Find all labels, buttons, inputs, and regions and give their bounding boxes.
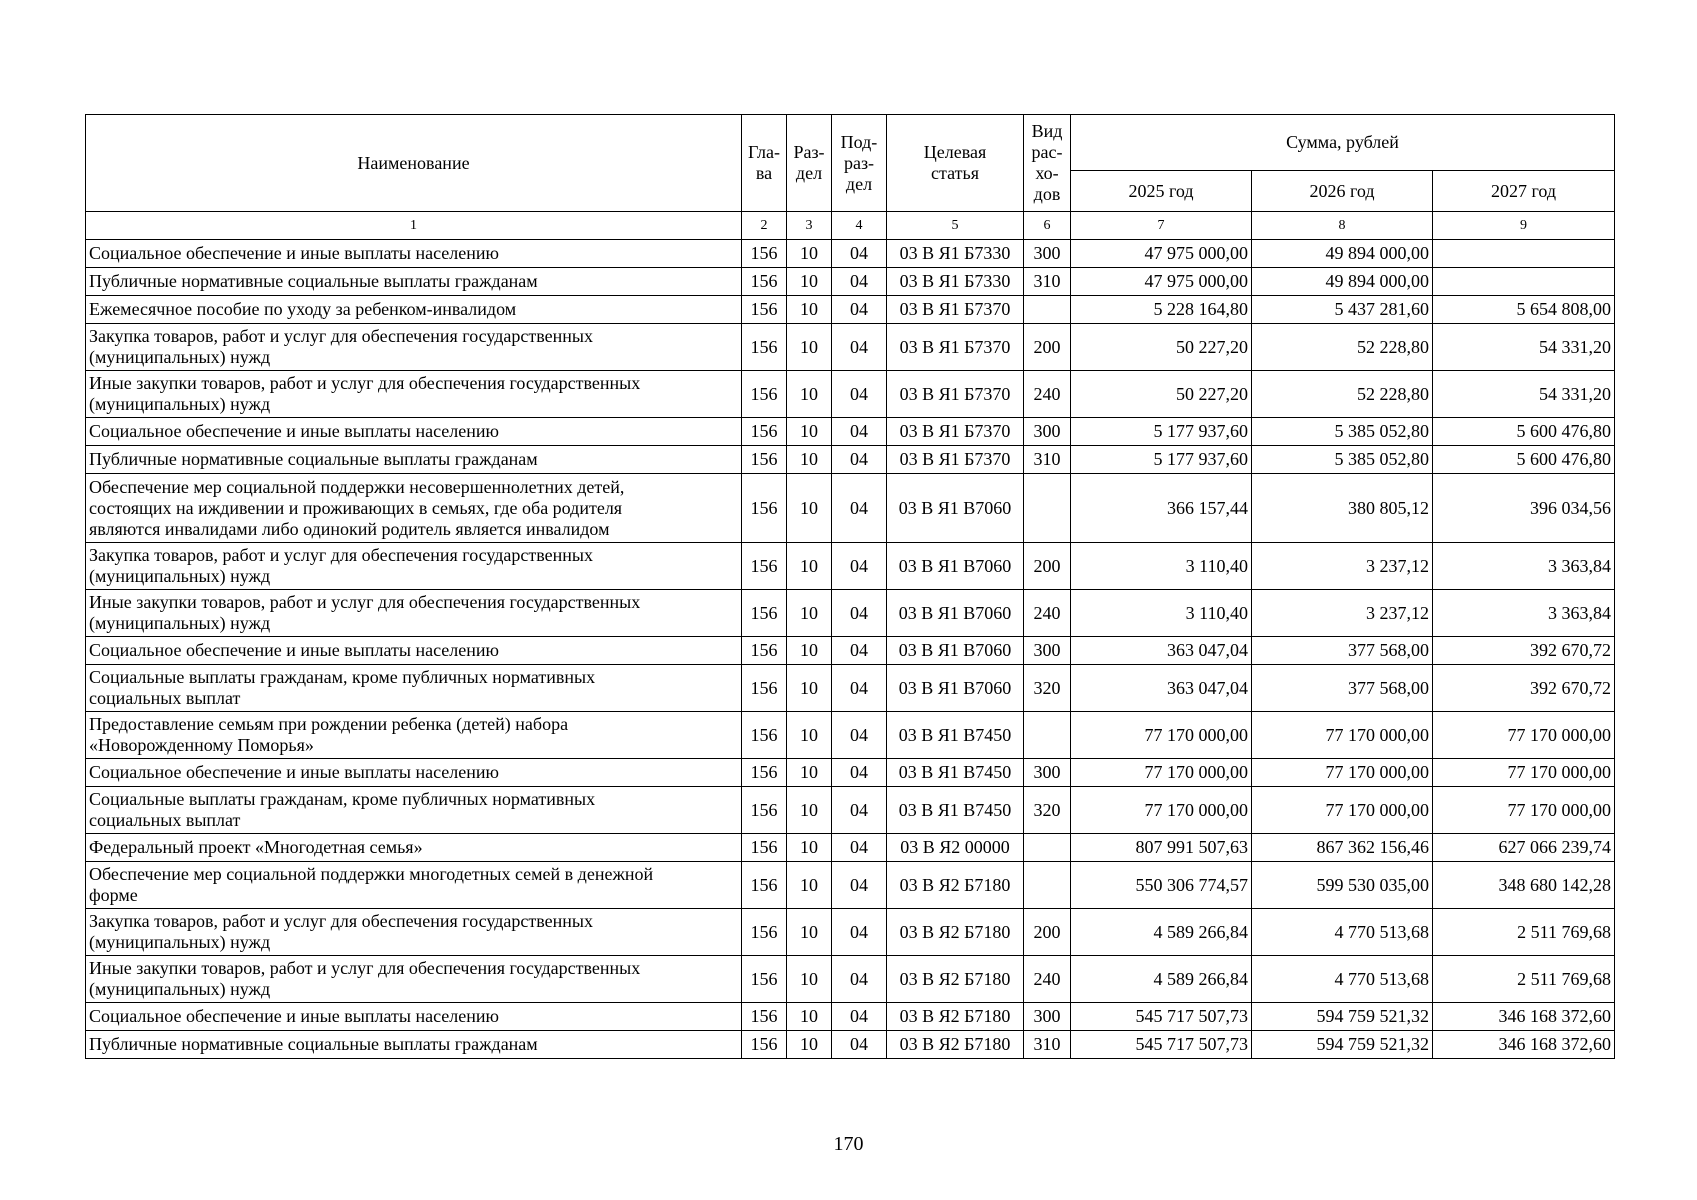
row-sum-2027: 396 034,56: [1433, 474, 1615, 543]
row-sum-2027: 2 511 769,68: [1433, 909, 1615, 956]
row-name: Федеральный проект «Многодетная семья»: [86, 834, 742, 862]
row-sum-2026: 867 362 156,46: [1252, 834, 1433, 862]
text-line: социальных выплат: [89, 810, 241, 830]
row-podrazdel: 04: [832, 665, 887, 712]
column-index: 7: [1071, 212, 1252, 240]
row-sum-2026: 4 770 513,68: [1252, 909, 1433, 956]
row-celevaya-statya: 03 В Я2 Б7180: [887, 956, 1024, 1003]
row-sum-2027: 3 363,84: [1433, 590, 1615, 637]
text-line: Социальные выплаты гражданам, кроме публичных нормативных: [89, 789, 596, 809]
row-glava: 156: [742, 637, 787, 665]
table-row: [86, 324, 1615, 371]
row-celevaya-statya: 03 В Я1 В7060: [887, 543, 1024, 590]
text-line: рас-: [1031, 142, 1063, 162]
row-vid-rashodov: 300: [1024, 759, 1071, 787]
row-vid-rashodov: 300: [1024, 418, 1071, 446]
row-podrazdel: 04: [832, 268, 887, 296]
row-glava: 156: [742, 324, 787, 371]
row-glava: 156: [742, 956, 787, 1003]
row-sum-2027: 54 331,20: [1433, 371, 1615, 418]
row-sum-2026: 594 759 521,32: [1252, 1031, 1433, 1059]
header-razdel: [787, 115, 832, 212]
table-row: [86, 712, 1615, 759]
row-sum-2026: 5 437 281,60: [1252, 296, 1433, 324]
row-podrazdel: 04: [832, 371, 887, 418]
table-row: [86, 371, 1615, 418]
header-celevaya: [887, 115, 1024, 212]
row-sum-2026: 5 385 052,80: [1252, 446, 1433, 474]
row-sum-2027: [1433, 240, 1615, 268]
text-line: Иные закупки товаров, работ и услуг для обеспечения государственных: [89, 958, 641, 978]
row-name: Социальное обеспечение и иные выплаты населению: [86, 759, 742, 787]
row-sum-2026: 3 237,12: [1252, 543, 1433, 590]
row-podrazdel: 04: [832, 418, 887, 446]
row-sum-2025: 77 170 000,00: [1071, 759, 1252, 787]
row-sum-2025: 363 047,04: [1071, 665, 1252, 712]
row-glava: 156: [742, 240, 787, 268]
row-razdel: 10: [787, 665, 832, 712]
row-razdel: 10: [787, 371, 832, 418]
text-line: статья: [931, 163, 979, 183]
row-glava: 156: [742, 909, 787, 956]
row-sum-2025: 4 589 266,84: [1071, 909, 1252, 956]
header-podrazdel-text: [835, 132, 883, 195]
row-celevaya-statya: 03 В Я1 В7060: [887, 590, 1024, 637]
row-glava: 156: [742, 543, 787, 590]
row-vid-rashodov: 300: [1024, 637, 1071, 665]
row-sum-2026: 377 568,00: [1252, 665, 1433, 712]
row-glava: 156: [742, 665, 787, 712]
row-razdel: 10: [787, 1031, 832, 1059]
table-row: [86, 862, 1615, 909]
table-row: [86, 834, 1615, 862]
row-celevaya-statya: 03 В Я1 Б7370: [887, 418, 1024, 446]
row-name: [86, 324, 742, 371]
row-vid-rashodov: 200: [1024, 543, 1071, 590]
row-celevaya-statya: 03 В Я1 В7060: [887, 665, 1024, 712]
text-line: (муниципальных) нужд: [89, 566, 271, 586]
text-line: состоящих на иждивении и проживающих в семьях, где оба родителя: [89, 497, 623, 518]
text-line: Обеспечение мер социальной поддержки несовершеннолетних детей,: [89, 476, 625, 497]
table-row: [86, 268, 1615, 296]
column-index: 2: [742, 212, 787, 240]
row-sum-2025: 5 177 937,60: [1071, 446, 1252, 474]
row-sum-2026: 380 805,12: [1252, 474, 1433, 543]
row-sum-2025: 47 975 000,00: [1071, 268, 1252, 296]
text-line: «Новорожденному Поморья»: [89, 735, 314, 755]
row-sum-2026: 377 568,00: [1252, 637, 1433, 665]
row-sum-2026: 594 759 521,32: [1252, 1003, 1433, 1031]
row-razdel: 10: [787, 296, 832, 324]
row-vid-rashodov: [1024, 474, 1071, 543]
text-line: дов: [1033, 184, 1061, 204]
row-celevaya-statya: 03 В Я2 Б7180: [887, 909, 1024, 956]
row-vid-rashodov: [1024, 834, 1071, 862]
row-celevaya-statya: 03 В Я1 В7060: [887, 474, 1024, 543]
budget-table: [85, 114, 1615, 1059]
row-name: [86, 956, 742, 1003]
row-razdel: 10: [787, 324, 832, 371]
row-podrazdel: 04: [832, 446, 887, 474]
text-line: (муниципальных) нужд: [89, 394, 271, 414]
row-glava: 156: [742, 474, 787, 543]
row-sum-2026: 3 237,12: [1252, 590, 1433, 637]
text-line: Закупка товаров, работ и услуг для обеспечения государственных: [89, 545, 594, 565]
row-sum-2025: 3 110,40: [1071, 590, 1252, 637]
row-name: [86, 909, 742, 956]
column-index: 9: [1433, 212, 1615, 240]
row-razdel: 10: [787, 268, 832, 296]
row-name: [86, 371, 742, 418]
row-glava: 156: [742, 787, 787, 834]
row-podrazdel: 04: [832, 240, 887, 268]
row-glava: 156: [742, 759, 787, 787]
row-podrazdel: 04: [832, 637, 887, 665]
row-celevaya-statya: 03 В Я1 Б7370: [887, 371, 1024, 418]
column-index-row: [86, 212, 1615, 240]
row-name: Ежемесячное пособие по уходу за ребенком-инвалидом: [86, 296, 742, 324]
row-razdel: 10: [787, 956, 832, 1003]
row-glava: 156: [742, 1031, 787, 1059]
row-glava: 156: [742, 371, 787, 418]
row-name: Публичные нормативные социальные выплаты гражданам: [86, 268, 742, 296]
text-line: дел: [795, 163, 823, 183]
row-glava: 156: [742, 712, 787, 759]
row-podrazdel: 04: [832, 474, 887, 543]
table-row: [86, 240, 1615, 268]
row-sum-2025: 50 227,20: [1071, 371, 1252, 418]
row-razdel: 10: [787, 862, 832, 909]
row-podrazdel: 04: [832, 590, 887, 637]
row-sum-2027: 77 170 000,00: [1433, 787, 1615, 834]
row-sum-2025: 363 047,04: [1071, 637, 1252, 665]
row-sum-2026: 77 170 000,00: [1252, 759, 1433, 787]
row-celevaya-statya: 03 В Я1 В7450: [887, 787, 1024, 834]
header-celevaya-text: [890, 142, 1020, 184]
row-celevaya-statya: 03 В Я1 Б7330: [887, 240, 1024, 268]
text-line: хо-: [1035, 163, 1059, 183]
row-vid-rashodov: 240: [1024, 590, 1071, 637]
text-line: Закупка товаров, работ и услуг для обеспечения государственных: [89, 911, 594, 931]
text-line: (муниципальных) нужд: [89, 979, 271, 999]
text-line: Вид: [1031, 121, 1063, 141]
text-line: (муниципальных) нужд: [89, 613, 271, 633]
text-line: Предоставление семьям при рождении ребенка (детей) набора: [89, 714, 569, 734]
row-sum-2027: 77 170 000,00: [1433, 759, 1615, 787]
row-podrazdel: 04: [832, 1031, 887, 1059]
header-year-2027: 2027 год: [1433, 171, 1615, 212]
table-row: [86, 1031, 1615, 1059]
header-year-2025: 2025 год: [1071, 171, 1252, 212]
row-podrazdel: 04: [832, 324, 887, 371]
row-sum-2026: 77 170 000,00: [1252, 712, 1433, 759]
header-row: [86, 115, 1615, 171]
row-vid-rashodov: 200: [1024, 324, 1071, 371]
text-line: Закупка товаров, работ и услуг для обеспечения государственных: [89, 326, 594, 346]
text-line: дел: [845, 173, 873, 194]
row-vid-rashodov: 240: [1024, 956, 1071, 1003]
table-row: [86, 590, 1615, 637]
row-sum-2025: 807 991 507,63: [1071, 834, 1252, 862]
column-index: 4: [832, 212, 887, 240]
row-glava: 156: [742, 296, 787, 324]
row-razdel: 10: [787, 474, 832, 543]
row-vid-rashodov: [1024, 296, 1071, 324]
text-line: Социальные выплаты гражданам, кроме публичных нормативных: [89, 667, 596, 687]
row-podrazdel: 04: [832, 712, 887, 759]
row-sum-2026: 5 385 052,80: [1252, 418, 1433, 446]
column-index: 3: [787, 212, 832, 240]
row-sum-2025: 545 717 507,73: [1071, 1003, 1252, 1031]
table-row: [86, 956, 1615, 1003]
header-razdel-text: [790, 142, 828, 184]
column-index: 8: [1252, 212, 1433, 240]
table-row: [86, 474, 1615, 543]
row-podrazdel: 04: [832, 296, 887, 324]
row-razdel: 10: [787, 590, 832, 637]
row-glava: 156: [742, 834, 787, 862]
row-name: Социальное обеспечение и иные выплаты населению: [86, 418, 742, 446]
table-row: [86, 296, 1615, 324]
row-name: Публичные нормативные социальные выплаты гражданам: [86, 1031, 742, 1059]
row-sum-2027: 348 680 142,28: [1433, 862, 1615, 909]
row-sum-2027: 5 654 808,00: [1433, 296, 1615, 324]
text-line: ва: [755, 163, 773, 183]
row-razdel: 10: [787, 909, 832, 956]
header-name: Наименование: [86, 115, 742, 212]
row-podrazdel: 04: [832, 862, 887, 909]
row-podrazdel: 04: [832, 1003, 887, 1031]
row-name: [86, 590, 742, 637]
row-razdel: 10: [787, 240, 832, 268]
row-name: [86, 862, 742, 909]
row-sum-2025: 4 589 266,84: [1071, 956, 1252, 1003]
row-sum-2025: 366 157,44: [1071, 474, 1252, 543]
header-glava: [742, 115, 787, 212]
text-line: (муниципальных) нужд: [89, 347, 271, 367]
row-vid-rashodov: 300: [1024, 1003, 1071, 1031]
row-celevaya-statya: 03 В Я1 В7450: [887, 759, 1024, 787]
header-podrazdel: [832, 115, 887, 212]
row-name: [86, 787, 742, 834]
table-row: [86, 637, 1615, 665]
row-sum-2026: 49 894 000,00: [1252, 268, 1433, 296]
row-razdel: 10: [787, 637, 832, 665]
table-row: [86, 759, 1615, 787]
row-vid-rashodov: 320: [1024, 665, 1071, 712]
text-line: раз-: [843, 152, 875, 173]
row-celevaya-statya: 03 В Я1 Б7370: [887, 324, 1024, 371]
header-vid-text: [1027, 121, 1067, 205]
row-sum-2026: 52 228,80: [1252, 324, 1433, 371]
row-podrazdel: 04: [832, 543, 887, 590]
header-glava-text: [745, 142, 783, 184]
row-vid-rashodov: 310: [1024, 446, 1071, 474]
row-vid-rashodov: 310: [1024, 268, 1071, 296]
text-line: социальных выплат: [89, 688, 241, 708]
row-name: [86, 543, 742, 590]
row-sum-2027: 392 670,72: [1433, 637, 1615, 665]
table-row: [86, 1003, 1615, 1031]
table-row: [86, 909, 1615, 956]
row-celevaya-statya: 03 В Я2 Б7180: [887, 862, 1024, 909]
row-sum-2027: 5 600 476,80: [1433, 446, 1615, 474]
row-sum-2027: 346 168 372,60: [1433, 1031, 1615, 1059]
row-name: [86, 474, 742, 543]
text-line: Под-: [840, 131, 878, 152]
row-vid-rashodov: 320: [1024, 787, 1071, 834]
text-line: Обеспечение мер социальной поддержки многодетных семей в денежной: [89, 864, 654, 884]
header-year-2026: 2026 год: [1252, 171, 1433, 212]
row-podrazdel: 04: [832, 759, 887, 787]
table-body: [86, 240, 1615, 1059]
header-vid: [1024, 115, 1071, 212]
table-row: [86, 543, 1615, 590]
row-sum-2027: 2 511 769,68: [1433, 956, 1615, 1003]
row-sum-2025: 47 975 000,00: [1071, 240, 1252, 268]
row-sum-2027: 346 168 372,60: [1433, 1003, 1615, 1031]
row-sum-2027: 3 363,84: [1433, 543, 1615, 590]
row-razdel: 10: [787, 543, 832, 590]
table-row: [86, 665, 1615, 712]
row-sum-2025: 3 110,40: [1071, 543, 1252, 590]
row-sum-2027: 54 331,20: [1433, 324, 1615, 371]
row-sum-2025: 5 228 164,80: [1071, 296, 1252, 324]
row-glava: 156: [742, 418, 787, 446]
row-name: Социальное обеспечение и иные выплаты населению: [86, 637, 742, 665]
row-razdel: 10: [787, 834, 832, 862]
row-celevaya-statya: 03 В Я2 00000: [887, 834, 1024, 862]
table-row: [86, 787, 1615, 834]
row-sum-2025: 50 227,20: [1071, 324, 1252, 371]
row-sum-2026: 77 170 000,00: [1252, 787, 1433, 834]
row-sum-2025: 5 177 937,60: [1071, 418, 1252, 446]
row-celevaya-statya: 03 В Я1 Б7370: [887, 296, 1024, 324]
row-sum-2027: 5 600 476,80: [1433, 418, 1615, 446]
row-celevaya-statya: 03 В Я1 Б7330: [887, 268, 1024, 296]
text-line: Раз-: [793, 142, 825, 162]
row-name: [86, 665, 742, 712]
column-index: 6: [1024, 212, 1071, 240]
row-vid-rashodov: 300: [1024, 240, 1071, 268]
row-celevaya-statya: 03 В Я2 Б7180: [887, 1031, 1024, 1059]
row-vid-rashodov: 240: [1024, 371, 1071, 418]
text-line: (муниципальных) нужд: [89, 932, 271, 952]
row-sum-2025: 77 170 000,00: [1071, 712, 1252, 759]
row-name: Публичные нормативные социальные выплаты гражданам: [86, 446, 742, 474]
row-celevaya-statya: 03 В Я1 В7450: [887, 712, 1024, 759]
table-row: [86, 446, 1615, 474]
column-index: 5: [887, 212, 1024, 240]
row-sum-2025: 77 170 000,00: [1071, 787, 1252, 834]
row-vid-rashodov: [1024, 862, 1071, 909]
text-line: форме: [89, 885, 138, 905]
row-sum-2026: 599 530 035,00: [1252, 862, 1433, 909]
row-razdel: 10: [787, 712, 832, 759]
row-glava: 156: [742, 590, 787, 637]
row-name: Социальное обеспечение и иные выплаты населению: [86, 1003, 742, 1031]
row-podrazdel: 04: [832, 787, 887, 834]
text-line: Иные закупки товаров, работ и услуг для обеспечения государственных: [89, 373, 641, 393]
row-podrazdel: 04: [832, 956, 887, 1003]
row-razdel: 10: [787, 446, 832, 474]
row-celevaya-statya: 03 В Я2 Б7180: [887, 1003, 1024, 1031]
row-razdel: 10: [787, 759, 832, 787]
row-sum-2026: 4 770 513,68: [1252, 956, 1433, 1003]
row-podrazdel: 04: [832, 834, 887, 862]
page-number: 170: [833, 1133, 864, 1155]
text-line: Гла-: [747, 142, 781, 162]
text-line: Иные закупки товаров, работ и услуг для обеспечения государственных: [89, 592, 641, 612]
header-summa: Сумма, рублей: [1071, 115, 1615, 171]
row-razdel: 10: [787, 418, 832, 446]
row-glava: 156: [742, 862, 787, 909]
row-sum-2025: 550 306 774,57: [1071, 862, 1252, 909]
row-vid-rashodov: 310: [1024, 1031, 1071, 1059]
row-razdel: 10: [787, 1003, 832, 1031]
row-glava: 156: [742, 446, 787, 474]
row-sum-2025: 545 717 507,73: [1071, 1031, 1252, 1059]
text-line: Целевая: [923, 142, 987, 162]
row-celevaya-statya: 03 В Я1 Б7370: [887, 446, 1024, 474]
row-name: [86, 712, 742, 759]
row-sum-2026: 52 228,80: [1252, 371, 1433, 418]
row-sum-2027: [1433, 268, 1615, 296]
row-glava: 156: [742, 268, 787, 296]
row-celevaya-statya: 03 В Я1 В7060: [887, 637, 1024, 665]
row-vid-rashodov: [1024, 712, 1071, 759]
row-podrazdel: 04: [832, 909, 887, 956]
row-sum-2027: 392 670,72: [1433, 665, 1615, 712]
row-name: Социальное обеспечение и иные выплаты населению: [86, 240, 742, 268]
column-index: 1: [86, 212, 742, 240]
row-vid-rashodov: 200: [1024, 909, 1071, 956]
row-sum-2027: 627 066 239,74: [1433, 834, 1615, 862]
row-razdel: 10: [787, 787, 832, 834]
row-glava: 156: [742, 1003, 787, 1031]
row-sum-2026: 49 894 000,00: [1252, 240, 1433, 268]
text-line: являются инвалидами либо одинокий родитель является инвалидом: [89, 518, 610, 539]
row-sum-2027: 77 170 000,00: [1433, 712, 1615, 759]
table-row: [86, 418, 1615, 446]
